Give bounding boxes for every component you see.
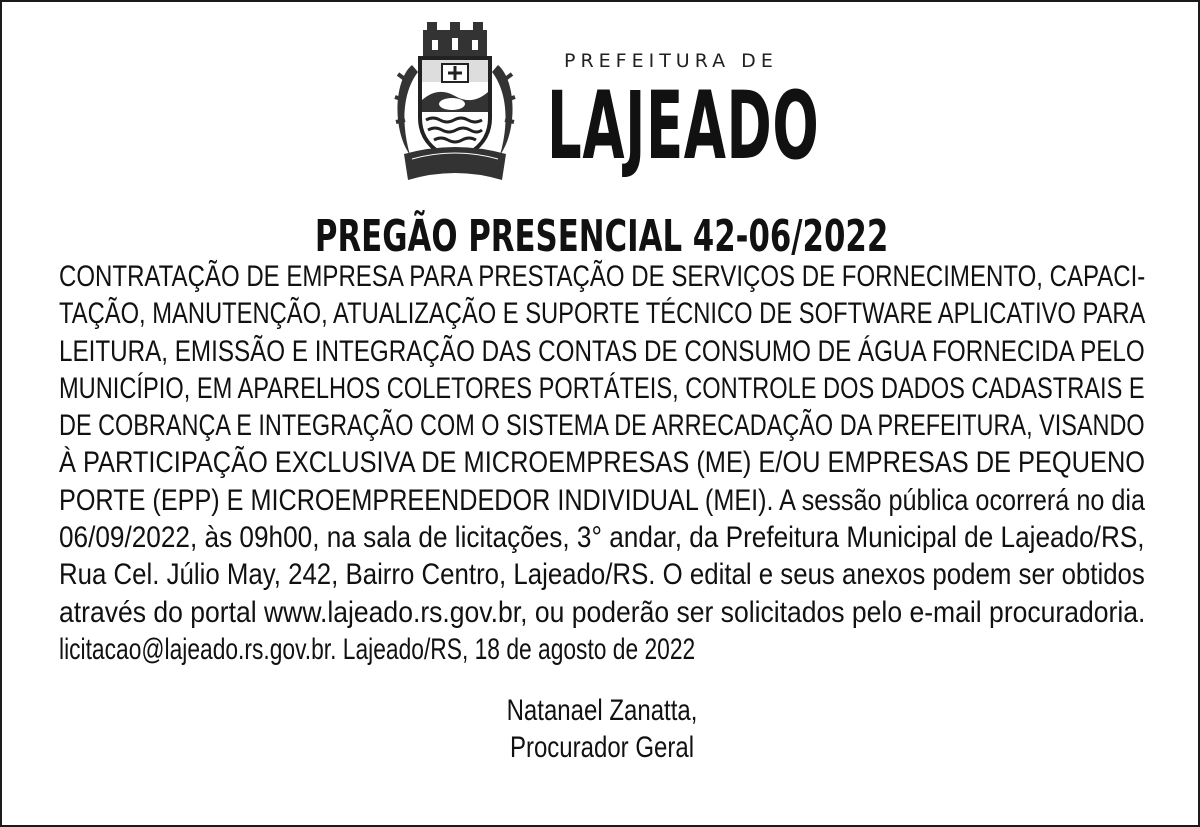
brand-subtitle: PREFEITURA DE (564, 50, 778, 72)
signatory-name: Natanael Zanatta, (506, 694, 698, 727)
body-line: 06/09/2022, às 09h00, na sala de licitações, 3° andar, da Prefeitura Municipal de Lajeado/RS, (59, 521, 1145, 555)
body-line: CONTRATAÇÃO DE EMPRESA PARA PRESTAÇÃO DE SERVIÇOS DE FORNECIMENTO, CAPACI- (59, 260, 1146, 293)
notice-title: PREGÃO PRESENCIAL 42-06/2022 (315, 211, 889, 262)
signature-block (2, 692, 1200, 766)
body-line: MUNICÍPIO, EM APARELHOS COLETORES PORTÁTEIS, CONTROLE DOS DADOS CADASTRAIS E (59, 371, 1145, 405)
body-line: LEITURA, EMISSÃO E INTEGRAÇÃO DAS CONTAS DE CONSUMO DE ÁGUA FORNECIDA PELO (59, 334, 1145, 368)
coat-of-arms-icon (390, 20, 520, 185)
body-line: DE COBRANÇA E INTEGRAÇÃO COM O SISTEMA DE ARRECADAÇÃO DA PREFEITURA, VISANDO (59, 409, 1145, 443)
body-line: PORTE (EPP) E MICROEMPREENDEDOR INDIVIDUAL (MEI). A sessão pública ocorrerá no dia (59, 483, 1146, 517)
body-line: TAÇÃO, MANUTENÇÃO, ATUALIZAÇÃO E SUPORTE TÉCNICO DE SOFTWARE APLICATIVO PARA (59, 297, 1146, 331)
body-line: Rua Cel. Júlio May, 242, Bairro Centro, Lajeado/RS. O edital e seus anexos podem ser obtidos (59, 558, 1145, 592)
notice-title-wrap (2, 212, 1200, 262)
body-line: licitacao@lajeado.rs.gov.br. Lajeado/RS, 18 de agosto de 2022 (59, 632, 696, 666)
brand-title: LAJEADO (547, 72, 820, 181)
body-line: através do portal www.lajeado.rs.gov.br, ou poderão ser solicitados pelo e-mail procuradoria. (59, 595, 1146, 629)
header (2, 20, 1200, 190)
notice-body (59, 258, 1145, 668)
body-line: À PARTICIPAÇÃO EXCLUSIVA DE MICROEMPRESAS (ME) E/OU EMPRESAS DE PEQUENO (59, 446, 1146, 480)
signatory-role: Procurador Geral (509, 731, 695, 764)
